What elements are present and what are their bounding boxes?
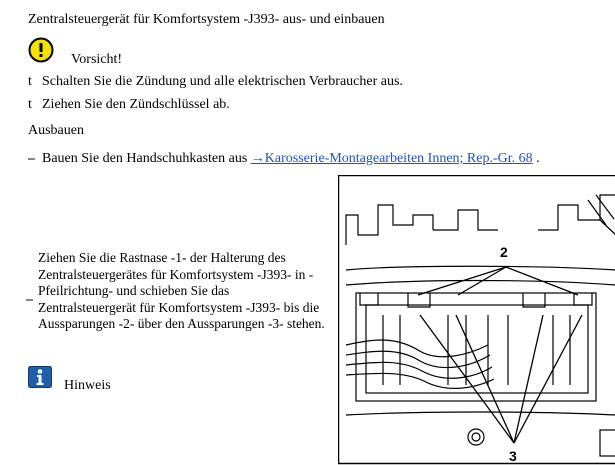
caution-icon — [28, 37, 54, 63]
step-text-end: . — [533, 151, 540, 166]
installation-figure — [338, 175, 615, 465]
step-text: Bauen Sie den Handschuhkasten aus — [42, 151, 251, 166]
step-text: Schalten Sie die Zündung und alle elektrischen Verbraucher aus. — [42, 74, 403, 89]
step-item — [28, 97, 230, 113]
note-label: Hinweis — [64, 378, 111, 394]
info-icon — [28, 366, 52, 388]
caution-label: Vorsicht! — [71, 52, 122, 68]
page-title: Zentralsteuergerät für Komfortsystem -J393- aus- und einbauen — [28, 12, 385, 28]
step-bullet: t — [28, 97, 42, 113]
step-dash: – — [28, 151, 42, 167]
step-item — [28, 74, 403, 90]
step-text: Ziehen Sie den Zündschlüssel ab. — [42, 97, 230, 112]
callout-2: 2 — [500, 244, 508, 260]
step-bullet: t — [28, 74, 42, 90]
remove-step — [28, 151, 540, 167]
step-dash: – — [26, 292, 33, 308]
detail-step-text: Ziehen Sie die Rastnase -1- der Halterung des Zentralsteuergerätes für Komfortsystem -J393- in -Pfeilrichtung- und schieben Sie das Zentralsteuergerät für Komfortsystem -J393- bis die Aussparungen -2- über den Aussparungen -3- stehen. — [38, 250, 328, 333]
section-heading: Ausbauen — [28, 123, 84, 139]
callout-3: 3 — [509, 448, 517, 464]
repair-group-link[interactable]: →Karosserie-Montagearbeiten Innen; Rep.-Gr. 68 — [251, 151, 533, 166]
